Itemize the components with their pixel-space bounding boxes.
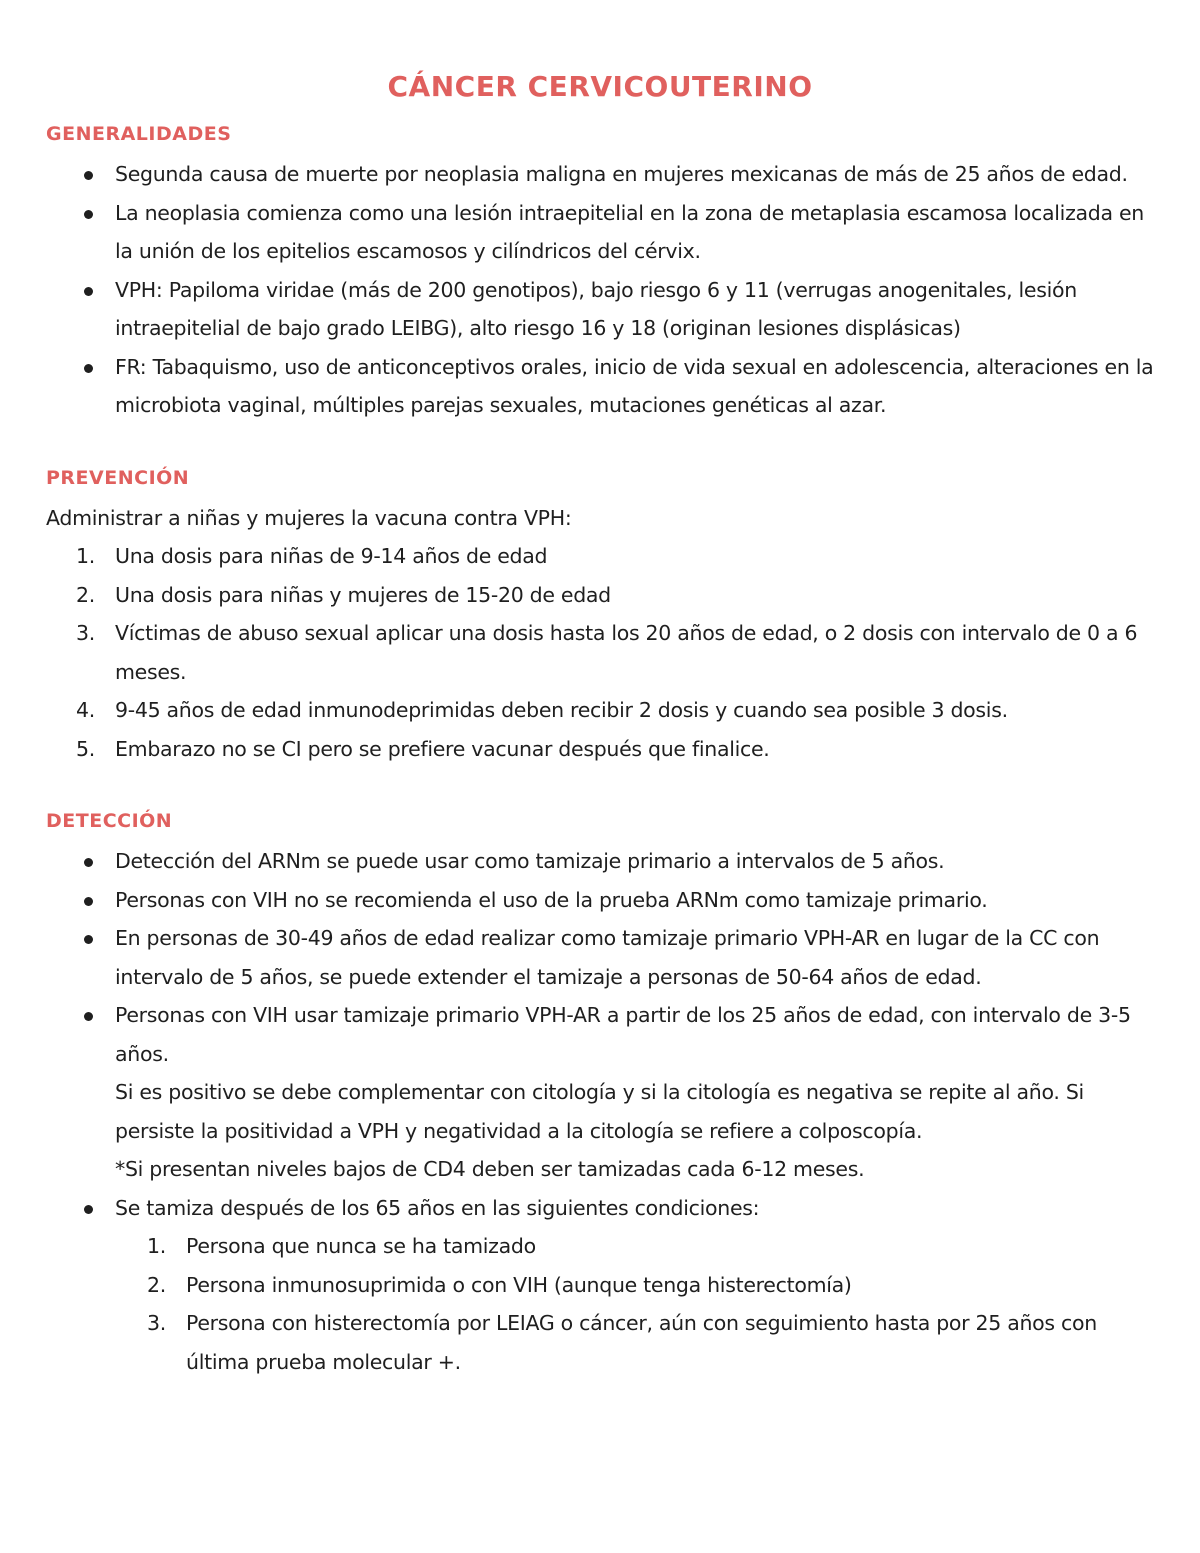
section-generalidades bbox=[46, 119, 1154, 425]
section-heading-generalidades: GENERALIDADES bbox=[46, 123, 232, 145]
list-item-text: Persona con histerectomía por LEIAG o cáncer, aún con seguimiento hasta por 25 años con última prueba molecular +. bbox=[186, 1311, 1097, 1374]
list-item-text: Víctimas de abuso sexual aplicar una dosis hasta los 20 años de edad, o 2 dosis con intervalo de 0 a 6 meses. bbox=[115, 621, 1138, 684]
list-item-note: Si es positivo se debe complementar con citología y si la citología es negativa se repite al año. Si persiste la positividad a VPH y negatividad a la citología se refiere a colposcopía. bbox=[115, 1080, 1084, 1143]
list-item bbox=[46, 1227, 1154, 1266]
generalidades-list bbox=[46, 155, 1154, 425]
list-number: 4. bbox=[76, 698, 95, 722]
list-item bbox=[46, 919, 1154, 996]
list-number: 1. bbox=[147, 1234, 166, 1258]
list-item bbox=[46, 691, 1154, 730]
bullet-icon bbox=[84, 935, 93, 944]
list-item bbox=[46, 730, 1154, 769]
list-number: 2. bbox=[147, 1272, 166, 1297]
list-number: 1. bbox=[76, 544, 95, 568]
list-item bbox=[46, 614, 1154, 691]
section-deteccion bbox=[46, 806, 1154, 1381]
deteccion-list bbox=[46, 842, 1154, 1227]
list-item-note: *Si presentan niveles bajos de CD4 deben ser tamizadas cada 6-12 meses. bbox=[115, 1157, 865, 1181]
list-item-text: Una dosis para niñas y mujeres de 15-20 de edad bbox=[115, 582, 611, 607]
list-item bbox=[46, 576, 1154, 615]
list-item bbox=[46, 1189, 1154, 1228]
list-item bbox=[46, 842, 1154, 881]
bullet-icon bbox=[84, 858, 93, 867]
list-item bbox=[46, 348, 1154, 425]
bullet-icon bbox=[84, 1205, 93, 1214]
over65-sublist bbox=[46, 1227, 1154, 1381]
prevencion-list bbox=[46, 537, 1154, 768]
list-item bbox=[46, 194, 1154, 271]
section-prevencion bbox=[46, 463, 1154, 769]
list-item bbox=[46, 996, 1154, 1189]
page-title: CÁNCER CERVICOUTERINO bbox=[387, 70, 813, 103]
list-item bbox=[46, 537, 1154, 576]
prevencion-intro: Administrar a niñas y mujeres la vacuna contra VPH: bbox=[46, 505, 572, 530]
section-heading-prevencion: PREVENCIÓN bbox=[46, 466, 190, 489]
list-item-text: Detección del ARNm se puede usar como tamizaje primario a intervalos de 5 años. bbox=[115, 849, 945, 873]
list-item bbox=[46, 155, 1154, 194]
list-item-text: Personas con VIH no se recomienda el uso de la prueba ARNm como tamizaje primario. bbox=[115, 887, 988, 912]
bullet-icon bbox=[84, 897, 93, 906]
list-item-text: En personas de 30-49 años de edad realizar como tamizaje primario VPH-AR en lugar de la CC con intervalo de 5 años, se puede extender el tamizaje a personas de 50-64 años de edad. bbox=[115, 926, 1100, 989]
list-item-text: Una dosis para niñas de 9-14 años de edad bbox=[115, 544, 548, 568]
list-item-text: Personas con VIH usar tamizaje primario VPH-AR a partir de los 25 años de edad, con intervalo de 3-5 años. bbox=[115, 1003, 1131, 1066]
bullet-icon bbox=[84, 1012, 93, 1021]
list-item-text: Embarazo no se CI pero se prefiere vacunar después que finalice. bbox=[115, 736, 770, 761]
list-item-text: La neoplasia comienza como una lesión intraepitelial en la zona de metaplasia escamosa localizada en la unión de los epitelios escamosos y cilíndricos del cérvix. bbox=[115, 200, 1144, 263]
bullet-icon bbox=[84, 210, 93, 219]
list-item bbox=[46, 881, 1154, 920]
list-item-text: Persona inmunosuprimida o con VIH (aunque tenga histerectomía) bbox=[186, 1272, 852, 1297]
list-item bbox=[46, 271, 1154, 348]
section-heading-deteccion: DETECCIÓN bbox=[46, 810, 173, 832]
list-number: 3. bbox=[76, 621, 95, 645]
list-item-text: Se tamiza después de los 65 años en las siguientes condiciones: bbox=[115, 1195, 760, 1220]
list-item bbox=[46, 1304, 1154, 1381]
bullet-icon bbox=[84, 287, 93, 296]
list-item-text: Persona que nunca se ha tamizado bbox=[186, 1234, 536, 1258]
list-item-text: 9-45 años de edad inmunodeprimidas deben recibir 2 dosis y cuando sea posible 3 dosis. bbox=[115, 698, 1008, 722]
bullet-icon bbox=[84, 171, 93, 180]
list-number: 5. bbox=[76, 736, 95, 761]
list-item-text: VPH: Papiloma viridae (más de 200 genotipos), bajo riesgo 6 y 11 (verrugas anogenitales, lesión intraepitelial de bajo grado LEIBG), alto riesgo 16 y 18 (originan lesiones displásicas) bbox=[115, 277, 1077, 340]
list-number: 2. bbox=[76, 582, 95, 607]
list-item-text: Segunda causa de muerte por neoplasia maligna en mujeres mexicanas de más de 25 años de edad. bbox=[115, 162, 1128, 186]
list-item bbox=[46, 1266, 1154, 1305]
bullet-icon bbox=[84, 364, 93, 373]
list-item-text: FR: Tabaquismo, uso de anticonceptivos orales, inicio de vida sexual en adolescencia, alteraciones en la microbiota vaginal, múltiples parejas sexuales, mutaciones genéticas al azar. bbox=[115, 354, 1154, 417]
list-number: 3. bbox=[147, 1311, 166, 1335]
